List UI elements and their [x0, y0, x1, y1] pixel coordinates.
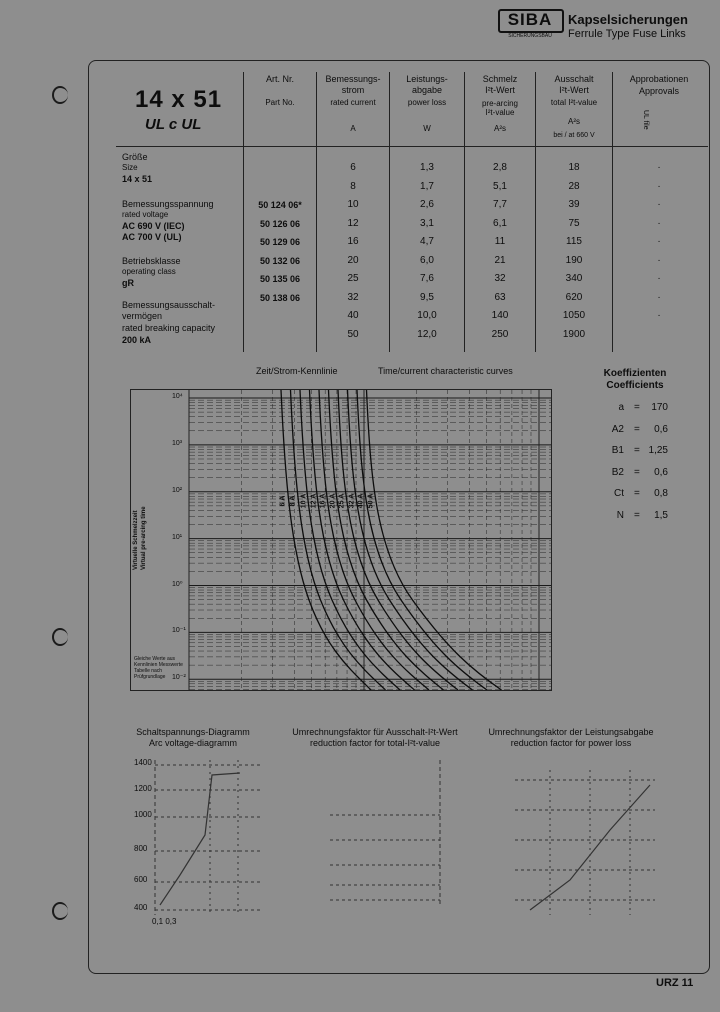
arc-voltage-tick: 600: [134, 875, 148, 884]
table-cell-appr: ·: [657, 273, 661, 284]
power-loss-chart-title-en: reduction factor for power loss: [510, 738, 632, 748]
table-cell-total: 28: [568, 180, 580, 192]
fuse-curve-20a: [329, 390, 444, 690]
table-cell-prearc: 32: [494, 273, 506, 284]
header-loss-unit: W: [423, 124, 431, 133]
binder-hole-middle: [52, 628, 68, 646]
table-cell-total: 620: [565, 291, 583, 303]
table-cell-part: 50 124 06*: [258, 200, 302, 210]
table-cell-loss: 1,3: [420, 162, 434, 173]
arc-voltage-tick: 1400: [134, 758, 152, 767]
coefficient-value: 1,25: [648, 445, 668, 456]
chart-legend-note: Gleiche Werte aus Kennlinien Messwerte Tabelle nach Prüfgrundlage: [134, 656, 183, 680]
coefficient-name: A2: [611, 423, 624, 435]
label-size-de: Größe: [122, 152, 148, 162]
header-total-en: total I²t-value: [550, 98, 598, 107]
table-cell-appr: ·: [657, 162, 661, 173]
reduction-power-loss-chart: [510, 760, 660, 920]
siba-logo: [498, 9, 562, 39]
arc-voltage-tick: 800: [134, 844, 148, 853]
coefficient-equals: =: [634, 466, 640, 478]
table-cell-current: 25: [347, 273, 359, 284]
table-cell-appr: ·: [657, 310, 661, 321]
header-prearc-en2: I²t-value: [485, 108, 515, 117]
arc-voltage-chart: [150, 755, 270, 925]
table-cell-part: [244, 310, 316, 322]
curve-label: 25 A: [338, 493, 346, 509]
coefficient-name: Ct: [614, 488, 624, 499]
header-approvals-de: Approbationen: [629, 74, 689, 84]
header-approvals-ul: UL file: [642, 110, 649, 130]
header-total-note: bei / at 660 V: [553, 132, 595, 139]
logo-text: SIBA: [507, 10, 553, 29]
table-cell-total: 1900: [562, 328, 586, 340]
table-cell-appr: ·: [657, 180, 661, 192]
table-cell-prearc: 2,8: [493, 162, 507, 173]
coefficient-equals: =: [634, 445, 640, 456]
table-cell-current: 6: [350, 162, 356, 173]
table-cell-part: 50 138 06: [259, 292, 301, 303]
arc-chart-title-en: Arc voltage-diagramm: [148, 738, 238, 748]
coefficient-name: B1: [611, 445, 624, 456]
table-cell-total: 115: [566, 236, 582, 247]
curve-label: 32 A: [347, 493, 355, 509]
coefficient-name: N: [616, 509, 624, 521]
table-cell-current: 12: [347, 217, 359, 229]
chart-y-ticks: [150, 389, 190, 689]
table-cell-current: 32: [347, 291, 359, 303]
fuse-curve-50a: [367, 390, 502, 690]
table-cell-total: 190: [565, 254, 583, 266]
coefficient-row: [600, 445, 680, 457]
header-rated-de2: strom: [341, 85, 365, 95]
time-current-chart: [130, 389, 552, 691]
table-cell-loss: 3,1: [420, 217, 434, 229]
chart-y-tick-label: 10⁰: [172, 580, 183, 588]
table-cell-prearc: 6,1: [493, 217, 507, 229]
coefficient-row: [600, 402, 680, 414]
label-breaking-en: rated breaking capacity: [122, 323, 216, 333]
table-cell-part: 50 132 06: [259, 255, 301, 266]
coefficient-equals: =: [634, 423, 640, 435]
binder-hole-bottom: [52, 902, 68, 920]
header-part-de: Art. Nr.: [265, 74, 294, 84]
arc-chart-title-de: Schaltspannungs-Diagramm: [136, 727, 250, 737]
chart-y-tick-label: 10¹: [172, 533, 183, 541]
header-total-de1: Ausschalt: [554, 74, 594, 84]
table-cell-loss: 7,6: [420, 273, 434, 284]
table-cell-current: 16: [347, 236, 359, 247]
header-loss-de2: abgabe: [411, 85, 443, 95]
table-cell-part: 50 129 06: [259, 237, 301, 247]
table-cell-prearc: 21: [494, 254, 506, 266]
table-cell-part: 50 135 06: [259, 274, 301, 284]
table-cell-current: 50: [347, 328, 359, 340]
coefficient-value: 170: [651, 402, 668, 413]
arc-voltage-tick: 1000: [134, 810, 152, 819]
table-cell-appr: ·: [657, 217, 661, 229]
header-loss-en: power loss: [407, 98, 447, 107]
header-prearc-de2: I²t-Wert: [485, 85, 515, 95]
table-cell-appr: ·: [657, 291, 661, 303]
label-breaking-val: 200 kA: [122, 335, 152, 345]
curve-label: 10 A: [300, 493, 308, 509]
curve-label: 6 A: [279, 495, 287, 507]
header-prearc-unit: A²s: [494, 124, 506, 133]
table-cell-total: 18: [568, 162, 580, 173]
coefficient-value: 0,8: [654, 488, 668, 499]
header-rated-unit: A: [350, 124, 356, 133]
certification-marks: UL c UL: [145, 116, 202, 133]
curve-label: 40 A: [357, 493, 365, 509]
table-cell-total: 75: [568, 217, 580, 229]
chart-y-tick-label: 10³: [172, 439, 183, 447]
table-cell-current: 8: [350, 180, 356, 192]
table-cell-prearc: 250: [491, 328, 509, 340]
label-breaking-de1: Bemessungsausschalt-: [122, 300, 216, 310]
table-cell-appr: ·: [657, 236, 661, 247]
table-cell-total: 1050: [562, 310, 586, 321]
table-cell-appr: ·: [657, 199, 661, 210]
label-voltage-en: rated voltage: [122, 210, 169, 219]
page-code: URZ 11: [656, 977, 694, 989]
coefficient-row: [600, 510, 680, 522]
chart-title-en: Time/current characteristic curves: [378, 366, 513, 376]
header-prearc-de1: Schmelz: [482, 74, 518, 84]
table-cell-loss: 4,7: [420, 236, 434, 247]
chart-y-label-en: Virtual pre-arcing time: [141, 506, 147, 570]
table-cell-prearc: 5,1: [493, 180, 507, 192]
binder-hole-top: [52, 86, 68, 104]
coefficient-row: [600, 424, 680, 436]
curve-label: 50 A: [366, 493, 374, 509]
coefficient-equals: =: [634, 488, 640, 499]
power-loss-chart-title-de: Umrechnungsfaktor der Leistungsabgabe: [488, 727, 654, 737]
table-cell-loss: 1,7: [420, 180, 434, 192]
table-cell-prearc: 140: [491, 310, 509, 321]
header-rated-en: rated current: [330, 98, 376, 107]
curve-label: 16 A: [319, 493, 327, 509]
header-approvals-en: Approvals: [638, 86, 680, 96]
label-class-val: gR: [122, 278, 134, 288]
coefficient-name: B2: [611, 466, 624, 478]
header-loss-de1: Leistungs-: [406, 74, 448, 84]
label-class-en: operating class: [122, 267, 176, 276]
label-size-en: Size: [122, 163, 138, 172]
table-cell-appr: [612, 329, 706, 341]
table-cell-loss: 12,0: [417, 328, 437, 340]
arc-voltage-tick: 400: [134, 903, 148, 912]
table-cell-part: [244, 181, 316, 193]
chart-y-tick-label: 10⁻²: [172, 674, 186, 682]
coefficient-row: [600, 488, 680, 500]
chart-y-tick-label: 10⁴: [172, 393, 183, 400]
label-voltage-ul: AC 700 V (UL): [122, 232, 182, 242]
label-voltage-iec: AC 690 V (IEC): [122, 221, 185, 231]
label-class-de: Betriebsklasse: [122, 256, 181, 266]
label-voltage-de: Bemessungsspannung: [122, 199, 214, 209]
label-breaking-de2: vermögen: [122, 311, 163, 321]
chart-y-tick-label: 10²: [172, 486, 183, 494]
table-cell-prearc: 63: [494, 291, 506, 303]
curve-label: 20 A: [328, 493, 336, 509]
header-total-de2: I²t-Wert: [559, 85, 589, 95]
table-cell-prearc: 7,7: [493, 199, 507, 210]
chart-curves: [281, 390, 502, 690]
header-part-en: Part No.: [265, 98, 295, 107]
table-cell-current: 40: [347, 310, 359, 321]
arc-voltage-x-label: 0,1 0,3: [152, 917, 177, 926]
curve-label: 8 A: [288, 495, 296, 507]
reduction-chart-title-de: Umrechnungsfaktor für Ausschalt-I²t-Wert: [292, 727, 458, 737]
table-cell-part: [244, 329, 316, 341]
coefficients-title-en: Coefficients: [606, 380, 664, 391]
coefficient-value: 1,5: [654, 509, 668, 521]
coefficient-equals: =: [634, 509, 640, 521]
header-rated-de1: Bemessungs-: [325, 74, 381, 84]
reduction-chart-title-en: reduction factor for total-I²t-value: [309, 738, 441, 748]
curve-label: 12 A: [309, 493, 317, 509]
table-cell-loss: 6,0: [420, 254, 434, 266]
coefficient-row: [600, 467, 680, 479]
document-title: Kapselsicherungen: [568, 12, 688, 27]
logo-subtext: SICHERUNGSBAU: [508, 33, 552, 39]
coefficient-value: 0,6: [654, 423, 668, 435]
table-cell-part: [244, 162, 316, 174]
table-cell-appr: ·: [657, 254, 661, 266]
size-title: 14 x 51: [135, 86, 223, 113]
chart-y-tick-label: 10⁻¹: [172, 627, 186, 635]
time-current-chart-svg: [131, 390, 551, 690]
header-prearc-en1: pre-arcing: [481, 99, 518, 108]
table-cell-current: 10: [347, 199, 359, 210]
table-cell-loss: 9,5: [420, 291, 434, 303]
table-header-divider: [116, 146, 708, 147]
arc-voltage-tick: 1200: [134, 784, 152, 793]
coefficient-equals: =: [634, 402, 640, 413]
coefficient-name: a: [618, 402, 624, 413]
reduction-total-chart: [300, 760, 450, 910]
fuse-curve-8a: [288, 390, 386, 690]
table-cell-part: 50 126 06: [259, 218, 301, 229]
chart-y-label-de: Virtuelle Schmelzzeit: [133, 510, 139, 570]
table-cell-prearc: 11: [494, 236, 506, 247]
coefficients-title-de: Koeffizienten: [603, 368, 667, 379]
document-subtitle: Ferrule Type Fuse Links: [568, 28, 686, 40]
table-cell-total: 39: [568, 199, 580, 210]
table-cell-loss: 10,0: [417, 310, 437, 321]
table-cell-loss: 2,6: [420, 199, 434, 210]
header-total-unit: A²s: [568, 117, 580, 126]
table-cell-total: 340: [565, 273, 583, 284]
chart-title-de: Zeit/Strom-Kennlinie: [256, 366, 338, 376]
coefficient-value: 0,6: [654, 466, 668, 478]
label-size-val: 14 x 51: [122, 174, 153, 184]
table-cell-current: 20: [347, 254, 359, 266]
